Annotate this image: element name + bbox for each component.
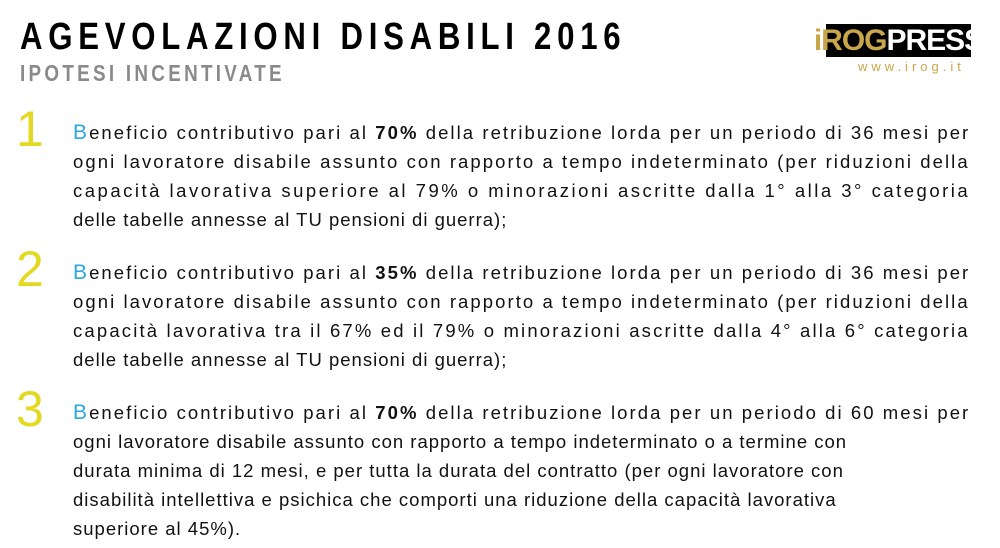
- item-line: durata minima di 12 mesi, e per tutta la durata del contratto (per ogni lavoratore con: [73, 460, 844, 481]
- item-initial: B: [73, 401, 90, 424]
- item-text: eneficio contributivo pari al: [89, 122, 376, 143]
- item-text: eneficio contributivo pari al: [89, 402, 376, 423]
- irog-press-logo: [813, 23, 984, 57]
- item-line: ogni lavoratore disabile assunto con rapporto a tempo indeterminato (per riduzioni della: [73, 291, 970, 312]
- item-line: delle tabelle annesse al TU pensioni di guerra);: [73, 209, 508, 230]
- item-line: delle tabelle annesse al TU pensioni di guerra);: [73, 349, 508, 370]
- item-line: ogni lavoratore disabile assunto con rapporto a tempo indeterminato (per riduzioni della: [73, 151, 970, 172]
- item-percent: 70%: [375, 122, 419, 143]
- item-number: 1: [16, 101, 44, 157]
- item-initial: B: [73, 121, 90, 144]
- item-line: [73, 118, 970, 147]
- item-percent: 70%: [375, 402, 419, 423]
- logo-part-irog: iROG: [813, 23, 887, 57]
- item-text: della retribuzione lorda per un periodo di 36 mesi per: [418, 262, 971, 283]
- item-percent: 35%: [375, 262, 419, 283]
- website-url: www.irog.it: [858, 59, 965, 74]
- item-initial: B: [73, 261, 90, 284]
- item-number: 2: [16, 241, 44, 297]
- item-number: 3: [16, 381, 44, 437]
- item-line: disabilità intellettiva e psichica che comporti una riduzione della capacità lavorativa: [73, 489, 837, 510]
- page-title: AGEVOLAZIONI DISABILI 2016: [20, 16, 627, 58]
- item-line: [73, 258, 970, 287]
- item-text: della retribuzione lorda per un periodo di 60 mesi per: [418, 402, 971, 423]
- page-subtitle: IPOTESI INCENTIVATE: [20, 60, 285, 86]
- item-line: capacità lavorativa superiore al 79% o minorazioni ascritte dalla 1° alla 3° categoria: [73, 180, 971, 201]
- item-line: ogni lavoratore disabile assunto con rapporto a tempo indeterminato o a termine con: [73, 431, 848, 452]
- item-line: superiore al 45%).: [73, 518, 242, 539]
- item-line: capacità lavorativa tra il 67% ed il 79% o minorazioni ascritte dalla 4° alla 6° categoria: [73, 320, 970, 341]
- item-line: [73, 398, 970, 427]
- logo-part-press: PRESS: [886, 23, 984, 57]
- item-text: eneficio contributivo pari al: [89, 262, 376, 283]
- item-text: della retribuzione lorda per un periodo di 36 mesi per: [418, 122, 971, 143]
